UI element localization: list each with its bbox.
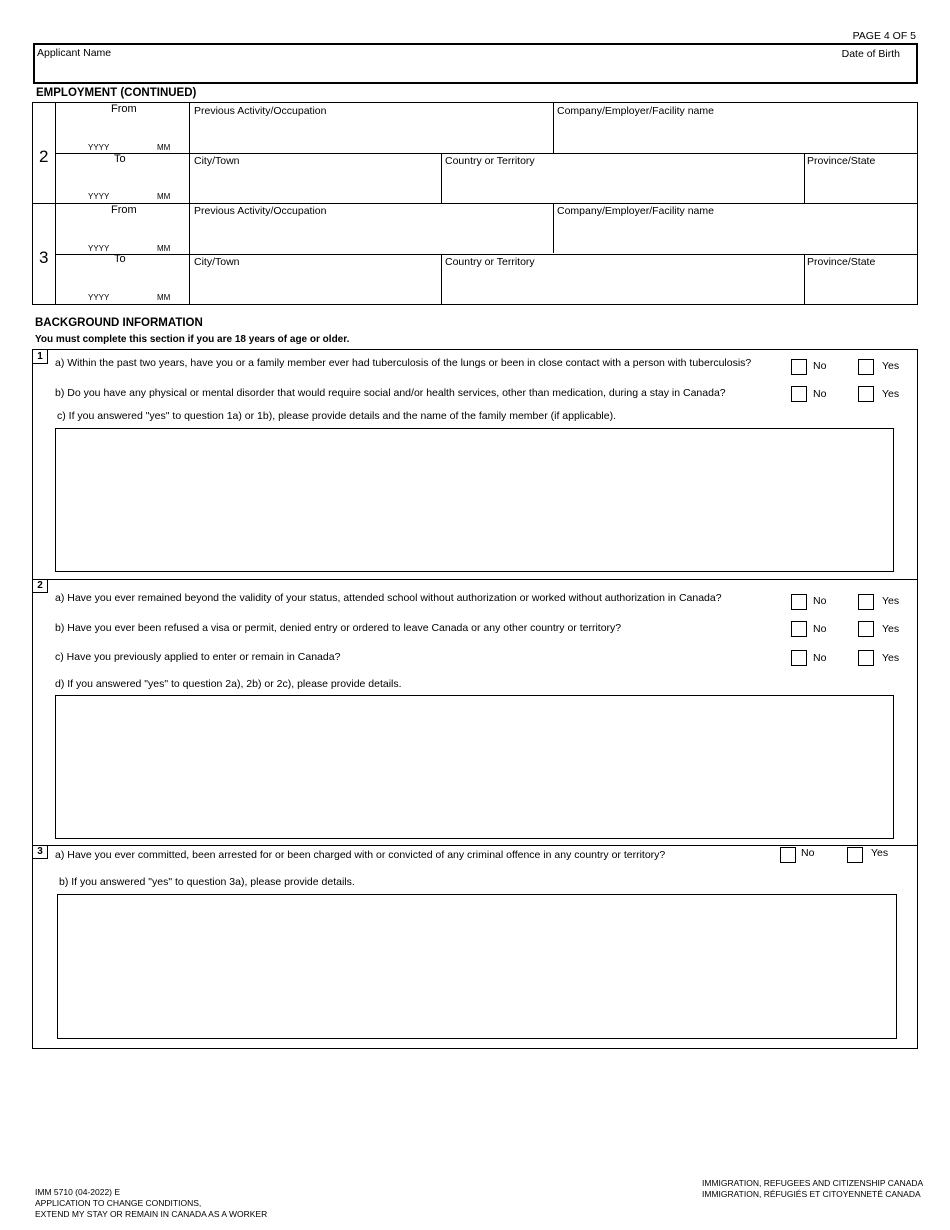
province-label: Province/State bbox=[807, 256, 876, 268]
question-3-details-field[interactable] bbox=[57, 894, 897, 1039]
employment-row-number: 3 bbox=[39, 248, 49, 267]
employment-section-title: EMPLOYMENT (CONTINUED) bbox=[36, 87, 197, 99]
question-1c-text: c) If you answered "yes" to question 1a) or 1b), please provide details and the name of the family member (if applicable). bbox=[57, 410, 616, 422]
to-label: To bbox=[114, 253, 126, 265]
employment-row-number: 2 bbox=[39, 147, 49, 166]
employer-label: Company/Employer/Facility name bbox=[557, 205, 714, 217]
year-label: YYYY bbox=[88, 143, 110, 152]
question-2-details-field[interactable] bbox=[55, 695, 894, 839]
occupation-label: Previous Activity/Occupation bbox=[194, 105, 327, 117]
to-date-field[interactable] bbox=[57, 270, 187, 290]
no-label: No bbox=[813, 388, 827, 400]
no-label: No bbox=[813, 652, 827, 664]
question-number: 1 bbox=[33, 350, 48, 364]
question-1a-no-checkbox[interactable] bbox=[791, 359, 807, 375]
no-label: No bbox=[813, 360, 827, 372]
question-2a-no-checkbox[interactable] bbox=[791, 594, 807, 610]
question-2a-yes-checkbox[interactable] bbox=[858, 594, 874, 610]
from-date-field[interactable] bbox=[57, 220, 187, 240]
country-field[interactable] bbox=[443, 272, 802, 300]
question-3b-text: b) If you answered "yes" to question 3a), please provide details. bbox=[59, 876, 355, 888]
question-2c-text: c) Have you previously applied to enter or remain in Canada? bbox=[55, 651, 341, 663]
no-label: No bbox=[801, 847, 815, 859]
question-2d-text: d) If you answered "yes" to question 2a), 2b) or 2c), please provide details. bbox=[55, 678, 402, 690]
employer-field[interactable] bbox=[555, 121, 915, 149]
background-section-subtitle: You must complete this section if you are 18 years of age or older. bbox=[35, 334, 350, 345]
question-2b-yes-checkbox[interactable] bbox=[858, 621, 874, 637]
form-code: IMM 5710 (04-2022) E bbox=[35, 1187, 121, 1197]
province-label: Province/State bbox=[807, 155, 876, 167]
question-1b-yes-checkbox[interactable] bbox=[858, 386, 874, 402]
applicant-name-field[interactable] bbox=[37, 63, 637, 81]
question-3a-text: a) Have you ever committed, been arrested for or been charged with or convicted of any criminal offence in any country or territory? bbox=[55, 849, 666, 861]
background-section-title: BACKGROUND INFORMATION bbox=[35, 317, 203, 329]
month-label: MM bbox=[157, 143, 171, 152]
form-footer-left bbox=[35, 1187, 267, 1220]
question-2c-yes-checkbox[interactable] bbox=[858, 650, 874, 666]
year-label: YYYY bbox=[88, 244, 110, 253]
form-title-line-2: EXTEND MY STAY OR REMAIN IN CANADA AS A WORKER bbox=[35, 1209, 268, 1219]
employer-field[interactable] bbox=[555, 221, 915, 249]
from-label: From bbox=[111, 204, 137, 216]
occupation-field[interactable] bbox=[191, 121, 551, 149]
occupation-label: Previous Activity/Occupation bbox=[194, 205, 327, 217]
question-number: 2 bbox=[33, 579, 48, 593]
to-date-field[interactable] bbox=[57, 169, 187, 189]
question-2b-text: b) Have you ever been refused a visa or permit, denied entry or ordered to leave Canada or any other country or territory? bbox=[55, 622, 622, 634]
date-of-birth-label: Date of Birth bbox=[841, 48, 900, 60]
month-label: MM bbox=[157, 244, 171, 253]
from-date-field[interactable] bbox=[57, 119, 187, 139]
background-questions-box bbox=[32, 349, 918, 1049]
yes-label: Yes bbox=[882, 360, 900, 372]
no-label: No bbox=[813, 623, 827, 635]
province-field[interactable] bbox=[806, 272, 916, 300]
yes-label: Yes bbox=[882, 388, 900, 400]
question-1-details-field[interactable] bbox=[55, 428, 894, 572]
applicant-name-label: Applicant Name bbox=[37, 47, 112, 59]
question-1a-yes-checkbox[interactable] bbox=[858, 359, 874, 375]
year-label: YYYY bbox=[88, 293, 110, 302]
question-2a-text: a) Have you ever remained beyond the validity of your status, attended school without authorization or worked without authorization in Canada? bbox=[55, 592, 722, 604]
city-label: City/Town bbox=[194, 155, 240, 167]
month-label: MM bbox=[157, 192, 171, 201]
employment-table bbox=[32, 102, 918, 305]
province-field[interactable] bbox=[806, 171, 916, 199]
city-field[interactable] bbox=[191, 272, 439, 300]
applicant-header-box bbox=[33, 43, 918, 84]
yes-label: Yes bbox=[882, 595, 900, 607]
month-label: MM bbox=[157, 293, 171, 302]
yes-label: Yes bbox=[882, 623, 900, 635]
question-2b-no-checkbox[interactable] bbox=[791, 621, 807, 637]
form-title-line-1: APPLICATION TO CHANGE CONDITIONS, bbox=[35, 1198, 202, 1208]
question-number: 3 bbox=[33, 845, 48, 859]
country-label: Country or Territory bbox=[445, 155, 535, 167]
occupation-field[interactable] bbox=[191, 221, 551, 249]
page-number: PAGE 4 OF 5 bbox=[852, 30, 916, 42]
no-label: No bbox=[813, 595, 827, 607]
department-name-french: IMMIGRATION, RÉFUGIÉS ET CITOYENNETÉ CANADA bbox=[702, 1189, 921, 1199]
from-label: From bbox=[111, 103, 137, 115]
department-name-english: IMMIGRATION, REFUGEES AND CITIZENSHIP CANADA bbox=[702, 1178, 924, 1188]
employer-label: Company/Employer/Facility name bbox=[557, 105, 714, 117]
question-3a-no-checkbox[interactable] bbox=[780, 847, 796, 863]
question-1b-no-checkbox[interactable] bbox=[791, 386, 807, 402]
city-label: City/Town bbox=[194, 256, 240, 268]
question-1b-text: b) Do you have any physical or mental disorder that would require social and/or health services, other than medication, during a stay in Canada? bbox=[55, 387, 726, 399]
to-label: To bbox=[114, 153, 126, 165]
date-of-birth-field[interactable] bbox=[735, 63, 915, 81]
form-footer-right bbox=[702, 1178, 923, 1200]
question-2c-no-checkbox[interactable] bbox=[791, 650, 807, 666]
question-3a-yes-checkbox[interactable] bbox=[847, 847, 863, 863]
yes-label: Yes bbox=[882, 652, 900, 664]
yes-label: Yes bbox=[871, 847, 889, 859]
city-field[interactable] bbox=[191, 171, 439, 199]
year-label: YYYY bbox=[88, 192, 110, 201]
country-label: Country or Territory bbox=[445, 256, 535, 268]
question-1a-text: a) Within the past two years, have you or a family member ever had tuberculosis of the lungs or been in close contact with a person with tuberculosis? bbox=[55, 357, 752, 369]
country-field[interactable] bbox=[443, 171, 802, 199]
